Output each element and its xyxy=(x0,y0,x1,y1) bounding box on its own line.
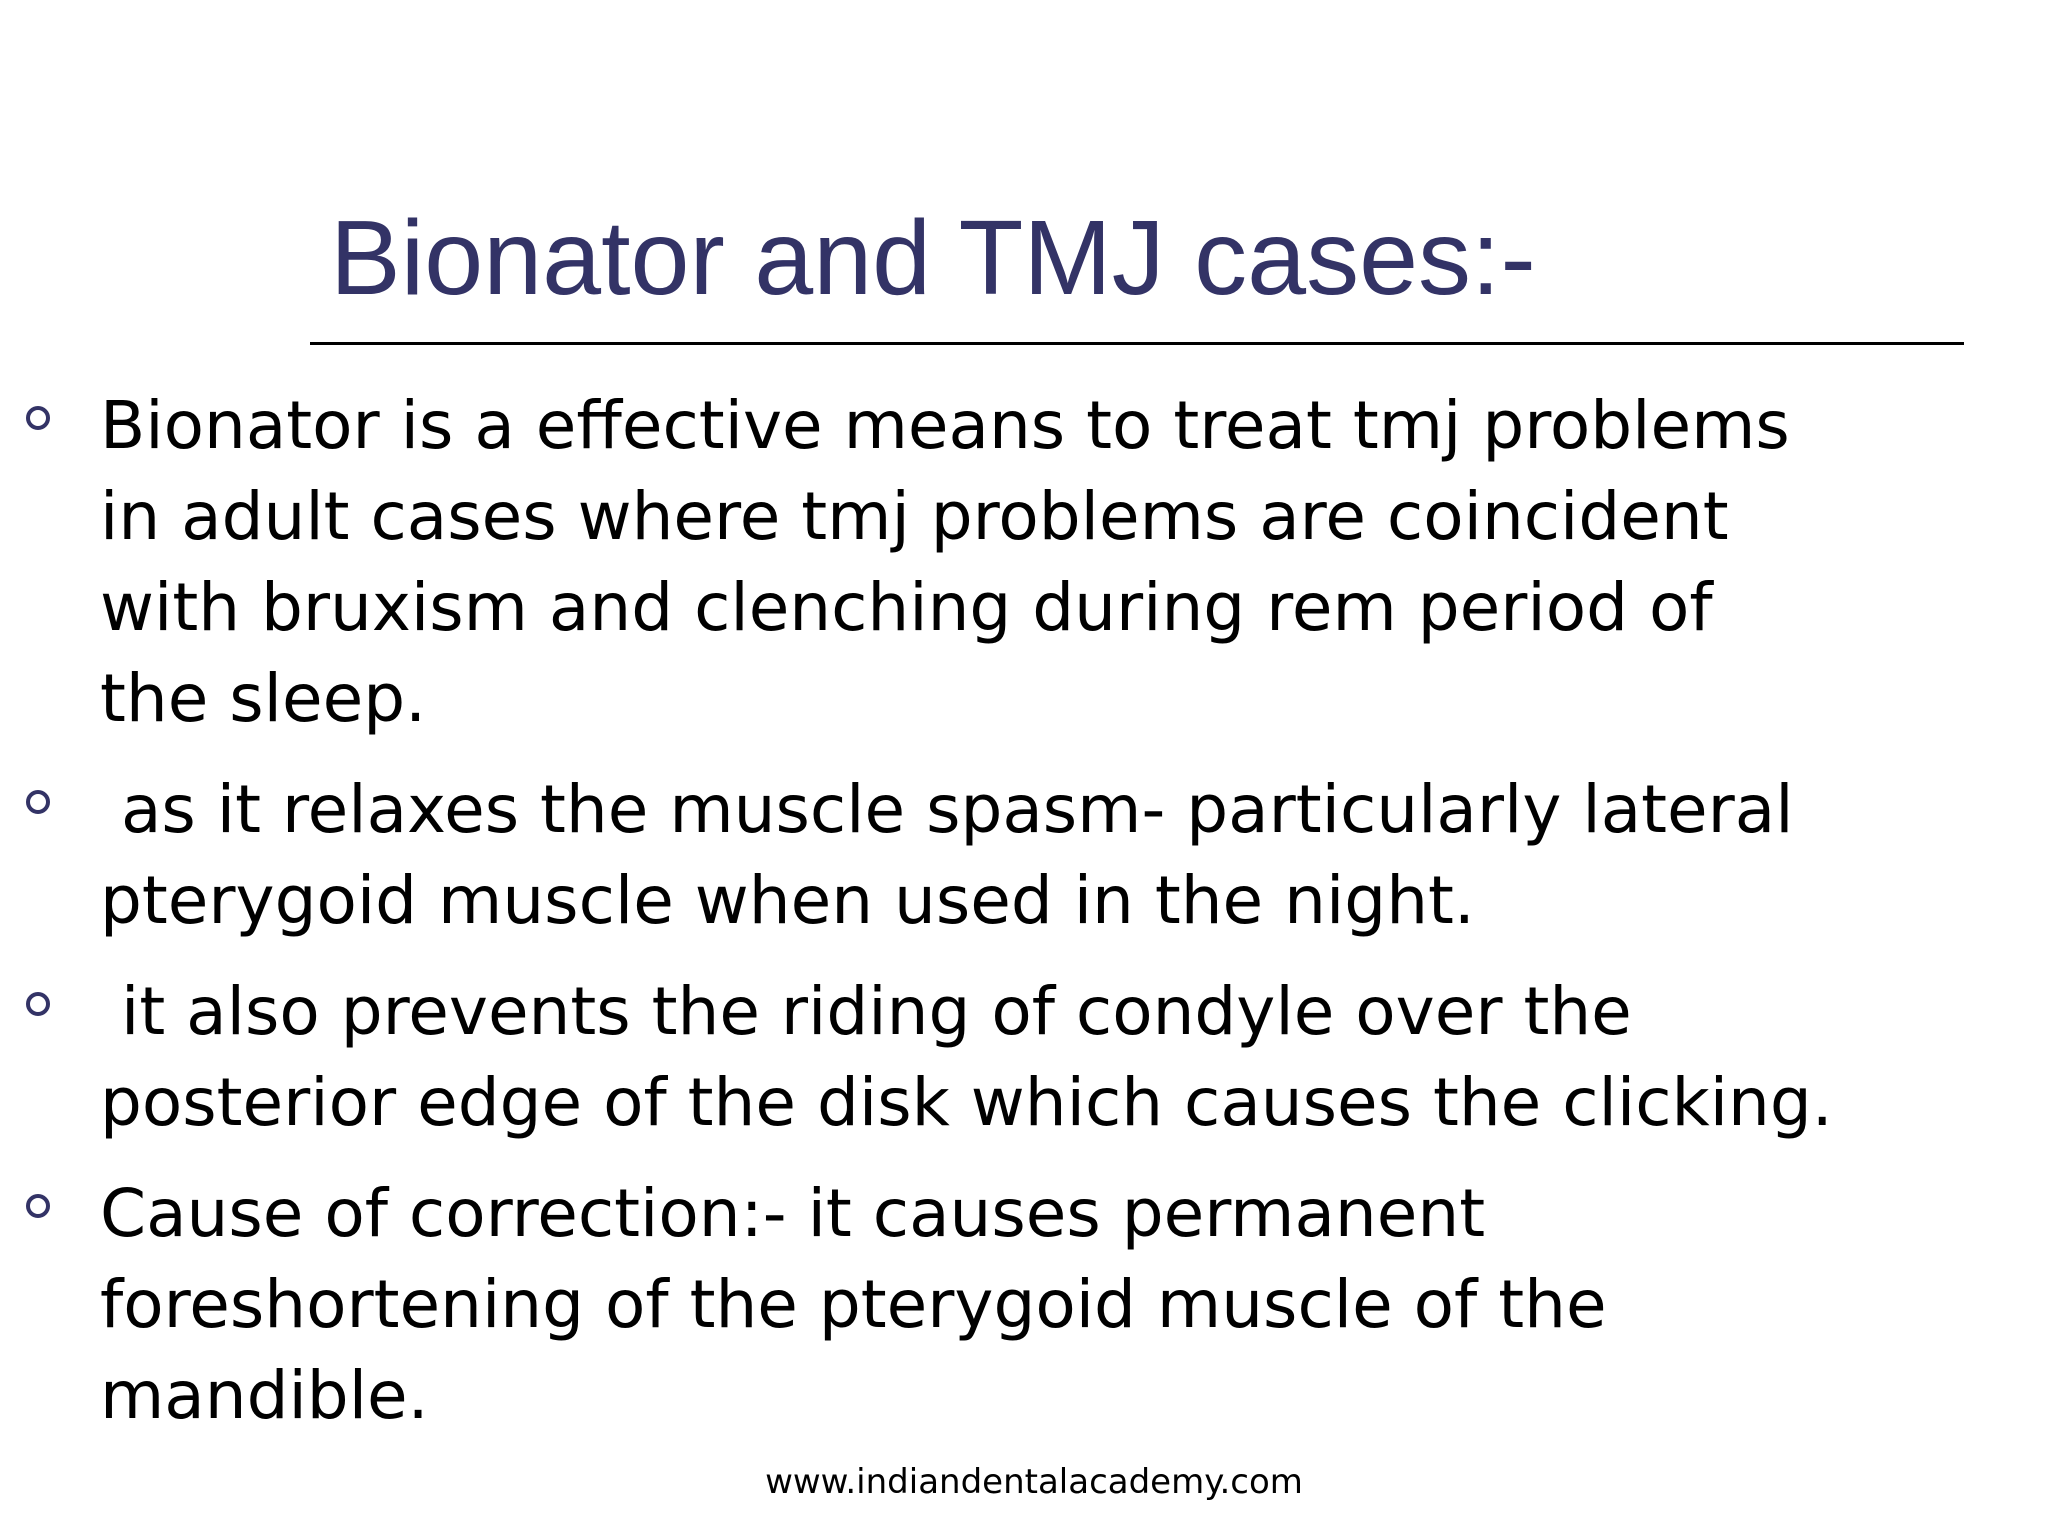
bullet-item xyxy=(0,966,2048,1148)
hollow-circle-bullet-icon xyxy=(26,406,50,430)
bullet-item xyxy=(0,1168,2048,1441)
hollow-circle-bullet-icon xyxy=(26,992,50,1016)
bullet-list xyxy=(0,380,2048,1461)
bullet-line: posterior edge of the disk which causes the clicking. xyxy=(100,1064,1833,1141)
bullet-line: Cause of correction:- it causes permanent xyxy=(100,1175,1486,1252)
bullet-line: pterygoid muscle when used in the night. xyxy=(100,862,1475,939)
bullet-line: as it relaxes the muscle spasm- particularly lateral xyxy=(100,771,1794,848)
bullet-line: the sleep. xyxy=(100,660,427,737)
bullet-line: Bionator is a effective means to treat tmj problems xyxy=(100,387,1790,464)
bullet-line: it also prevents the riding of condyle over the xyxy=(100,973,1632,1050)
hollow-circle-bullet-icon xyxy=(26,790,50,814)
bullet-line: in adult cases where tmj problems are coincident xyxy=(100,478,1729,555)
bullet-line: with bruxism and clenching during rem period of xyxy=(100,569,1713,646)
footer-url: www.indiandentalacademy.com xyxy=(765,1462,1303,1502)
bullet-line: foreshortening of the pterygoid muscle of the xyxy=(100,1266,1607,1343)
bullet-item xyxy=(0,380,2048,744)
bullet-line: mandible. xyxy=(100,1357,429,1434)
title-underline-divider xyxy=(310,342,1964,345)
slide-title: Bionator and TMJ cases:- xyxy=(330,199,1536,317)
bullet-item xyxy=(0,764,2048,946)
hollow-circle-bullet-icon xyxy=(26,1194,50,1218)
